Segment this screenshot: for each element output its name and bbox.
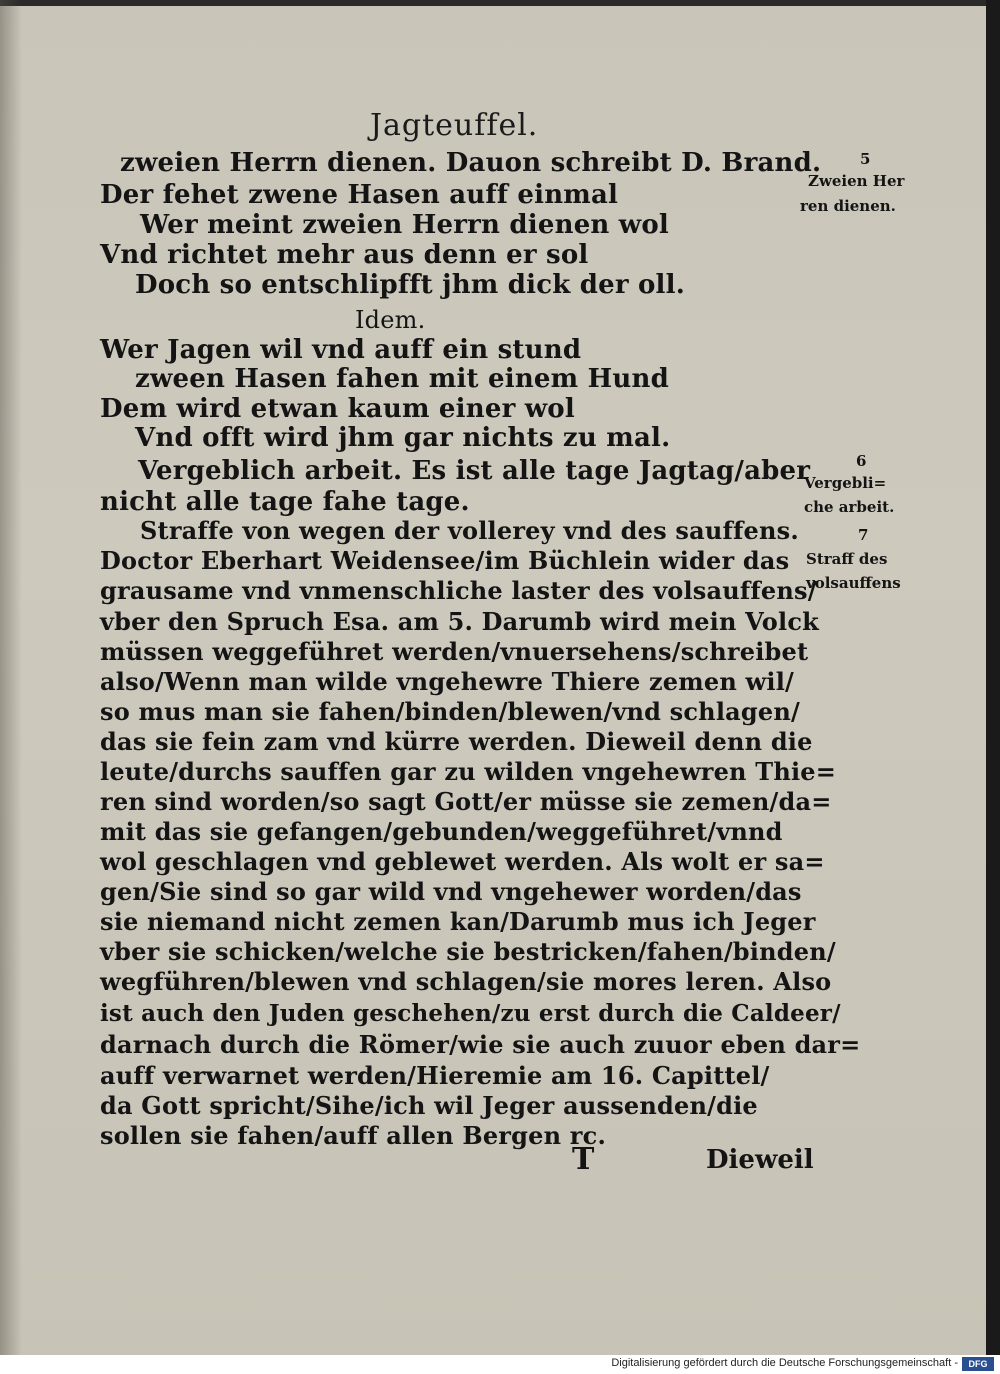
body-line: mit das sie gefangen/gebunden/weggeführet/vnnd: [100, 817, 783, 846]
body-line: Vnd offt wird jhm gar nichts zu mal.: [135, 423, 671, 453]
body-line: Wer meint zweien Herrn dienen wol: [140, 210, 669, 240]
body-line: Der fehet zwene Hasen auff einmal: [100, 180, 619, 210]
body-line: vber sie schicken/welche sie bestricken/fahen/binden/: [100, 937, 836, 966]
body-line: Doch so entschlipfft jhm dick der oll.: [135, 270, 685, 300]
body-line: Wer Jagen wil vnd auff ein stund: [100, 335, 582, 365]
body-line: ist auch den Juden geschehen/zu erst durch die Caldeer/: [100, 1000, 841, 1027]
margin-note: volsauffens: [806, 574, 901, 592]
margin-note-number: 6: [856, 452, 867, 470]
body-line: so mus man sie fahen/binden/blewen/vnd schlagen/: [100, 697, 800, 726]
binding-shadow: [0, 0, 22, 1355]
page-right-edge: [986, 0, 1000, 1355]
margin-note-number: 7: [858, 526, 869, 544]
body-line: Straffe von wegen der vollerey vnd des sauffens.: [140, 516, 799, 545]
funding-credit: Digitalisierung gefördert durch die Deutsche Forschungsgemeinschaft -: [611, 1357, 958, 1369]
dfg-logo: DFG: [962, 1357, 994, 1371]
margin-note: che arbeit.: [804, 498, 895, 516]
margin-note-number: 5: [860, 150, 871, 168]
body-line: Vnd richtet mehr aus denn er sol: [100, 240, 589, 270]
footer-bar: [0, 1355, 1000, 1374]
body-line: auff verwarnet werden/Hieremie am 16. Capittel/: [100, 1061, 770, 1090]
body-line: da Gott spricht/Sihe/ich wil Jeger aussenden/die: [100, 1091, 758, 1120]
body-line: müssen weggeführet werden/vnuersehens/schreibet: [100, 637, 809, 666]
body-line: Idem.: [355, 306, 426, 334]
running-title: Jagteuffel.: [370, 108, 539, 143]
body-line: zweien Herrn dienen. Dauon schreibt D. Brand.: [120, 148, 822, 178]
page-top-edge: [0, 0, 1000, 6]
body-line: sie niemand nicht zemen kan/Darumb mus ich Jeger: [100, 907, 816, 936]
body-line: nicht alle tage fahe tage.: [100, 487, 470, 517]
body-line: ren sind worden/so sagt Gott/er müsse sie zemen/da=: [100, 787, 832, 816]
body-line: sollen sie fahen/auff allen Bergen rc.: [100, 1121, 607, 1150]
body-line: grausame vnd vnmenschliche laster des volsauffens/: [100, 576, 817, 605]
body-line: gen/Sie sind so gar wild vnd vngehewer worden/das: [100, 877, 802, 906]
body-line: wol geschlagen vnd geblewet werden. Als wolt er sa=: [100, 847, 825, 876]
margin-note: Vergebli=: [804, 474, 887, 492]
body-line: darnach durch die Römer/wie sie auch zuuor eben dar=: [100, 1030, 861, 1059]
body-line: Vergeblich arbeit. Es ist alle tage Jagtag/aber: [138, 456, 811, 486]
body-line: Dem wird etwan kaum einer wol: [100, 394, 575, 424]
body-line: wegführen/blewen vnd schlagen/sie mores leren. Also: [100, 967, 832, 996]
signature-mark: T: [572, 1142, 595, 1177]
body-line: vber den Spruch Esa. am 5. Darumb wird mein Volck: [100, 607, 819, 636]
margin-note: Straff des: [806, 550, 888, 568]
body-line: zween Hasen fahen mit einem Hund: [135, 364, 669, 394]
body-line: das sie fein zam vnd kürre werden. Dieweil denn die: [100, 727, 813, 756]
catchword: Dieweil: [706, 1145, 814, 1175]
margin-note: ren dienen.: [800, 197, 896, 215]
body-line: Doctor Eberhart Weidensee/im Büchlein wider das: [100, 546, 790, 575]
body-line: also/Wenn man wilde vngehewre Thiere zemen wil/: [100, 667, 795, 696]
body-line: leute/durchs sauffen gar zu wilden vngehewren Thie=: [100, 757, 837, 786]
margin-note: Zweien Her: [808, 172, 905, 190]
